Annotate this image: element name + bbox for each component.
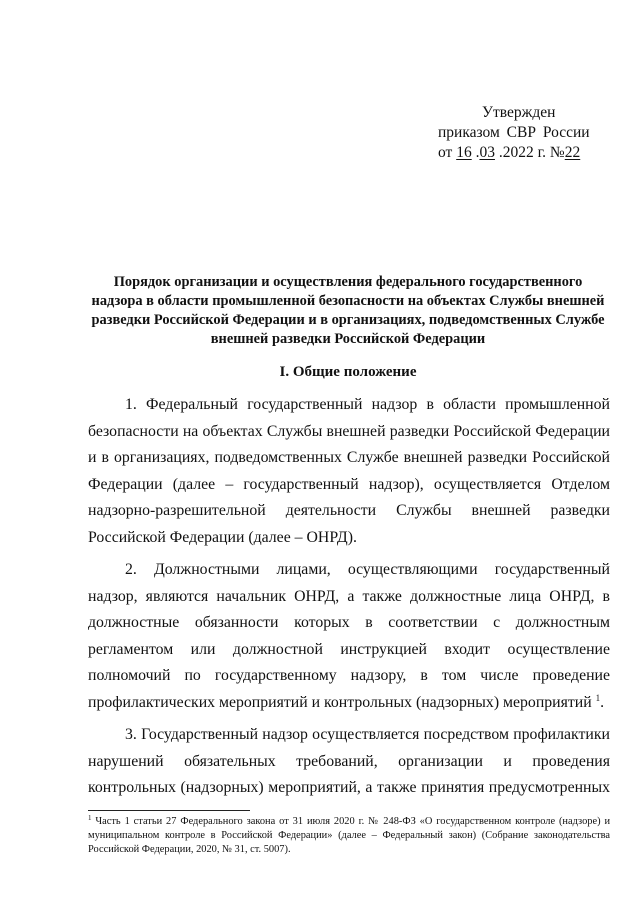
approval-stamp bbox=[420, 103, 620, 163]
section-heading: I. Общие положение bbox=[279, 364, 417, 380]
paragraph-1: 1. Федеральный государственный надзор в области промышленной безопасности на объектах Службы внешней разведки Российской Федерации и в организациях, подведомственных Службе внешней разведки Российской Федерации (далее – государственный надзор), осуществляется Отделом надзорно-разрешительной деятельности Службы внешней разведки Российской Федерации (далее – ОНРД). bbox=[88, 396, 610, 546]
approval-line-order: приказом СВР России bbox=[438, 124, 590, 141]
footnote-reference: 1 bbox=[595, 693, 601, 704]
paragraph-2-end: . bbox=[600, 694, 605, 712]
paragraph-2-text: 2. Должностными лицами, осуществляющими государственный надзор, являются начальник ОНРД, а также должностные лица ОНРД, в должностные обязанности которых в соответствии с должностным регламентом или должностной инструкцией входит осуществление полномочий по государственному надзору, в том числе проведение профилактических мероприятий и контрольных (надзорных) мероприятий bbox=[88, 561, 610, 712]
footnote-text: Часть 1 статьи 27 Федерального закона от 31 июля 2020 г. № 248-ФЗ «О государственном контроле (надзоре) и муниципальном контроле в Российской Федерации» (далее – Федеральный закон) (Собрание законодательства Российской Федерации, 2020, № 31, ст. 5007). bbox=[88, 816, 610, 855]
approval-line-date bbox=[420, 143, 620, 163]
date-prefix: от bbox=[438, 144, 457, 161]
date-suffix: .2022 г. № bbox=[494, 144, 565, 161]
footnote-divider bbox=[88, 810, 250, 811]
document-title: Порядок организации и осуществления федерального государственного надзора в области промышленной безопасности на объектах Службы внешней разведки Российской Федерации и в организациях, подведомственных Службе внешней разведки Российской Федерации bbox=[91, 274, 605, 347]
paragraph-2 bbox=[88, 557, 610, 717]
date-month: 03 bbox=[479, 144, 495, 161]
approval-line-approved: Утвержден bbox=[482, 104, 556, 121]
date-day: 16 bbox=[456, 144, 472, 161]
footnote-mark: 1 bbox=[88, 814, 92, 822]
footnote bbox=[88, 815, 610, 857]
paragraph-3: 3. Государственный надзор осуществляется посредством профилактики нарушений обязательных требований, организации и проведения контрольных (надзорных) мероприятий, а также принятия предусмотренных bbox=[88, 726, 610, 797]
document-body bbox=[88, 392, 610, 802]
date-separator: . bbox=[471, 144, 480, 161]
order-number: 22 bbox=[564, 144, 581, 161]
